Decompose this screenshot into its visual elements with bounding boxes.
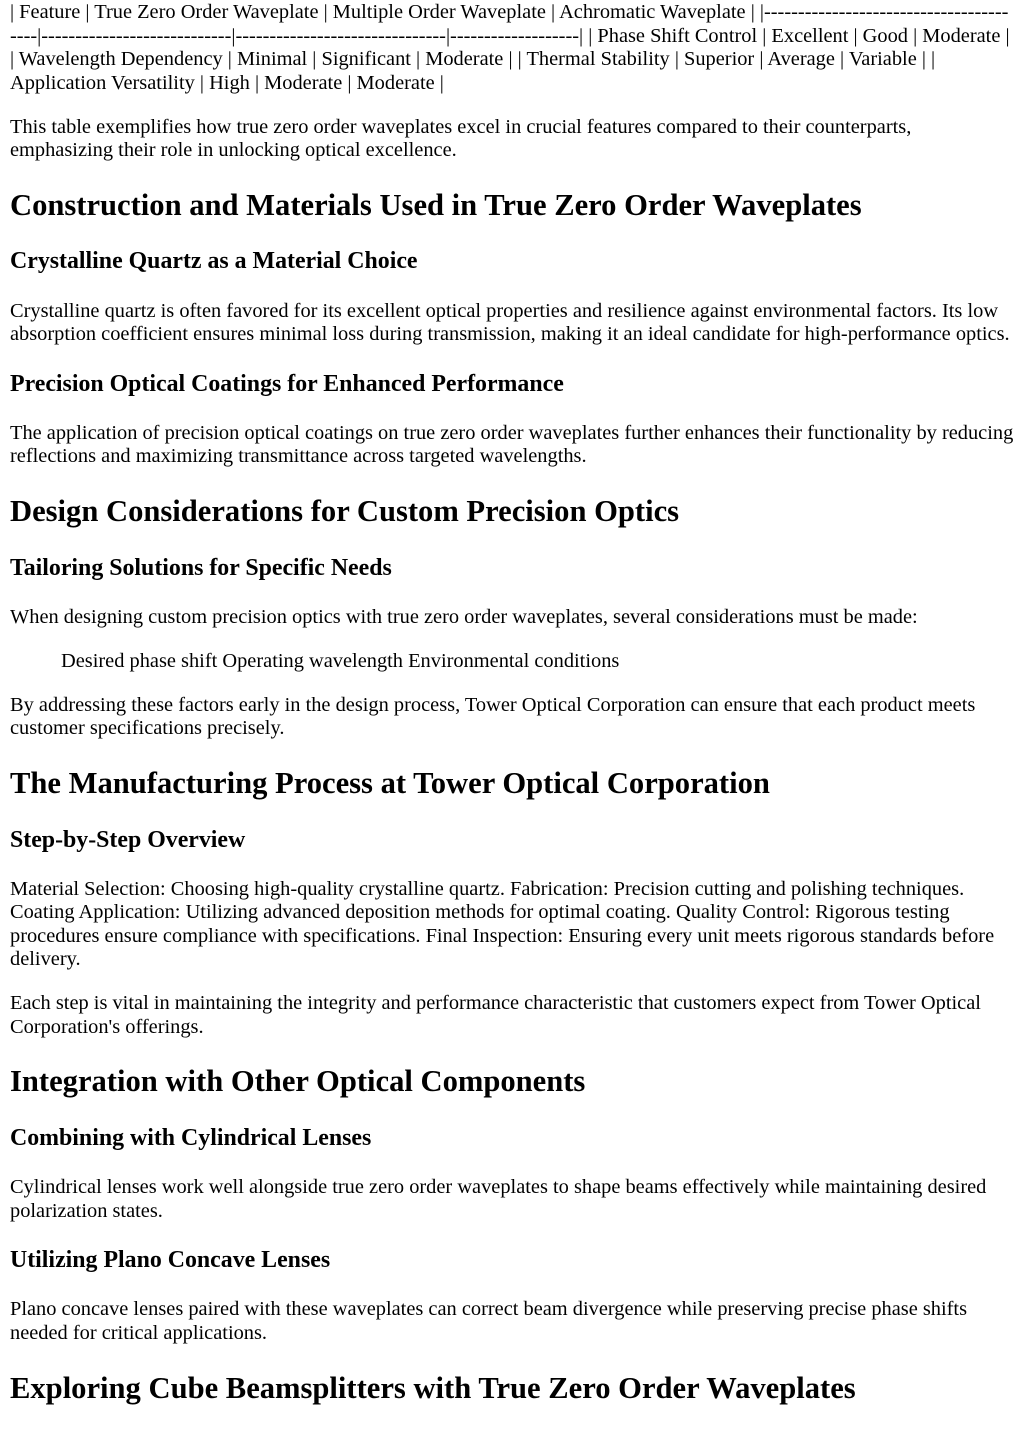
subheading-precision-optical-coatings: Precision Optical Coatings for Enhanced Performance: [10, 370, 564, 397]
blockquote-design-factors: Desired phase shift Operating wavelength Environmental conditions: [61, 649, 620, 672]
paragraph-precision-coatings: The application of precision optical coatings on true zero order waveplates further enhances their functionality by reducing reflections and maximizing transmittance across targeted wavelengths.: [10, 421, 1014, 468]
document-body: [10, 1, 1014, 1405]
table-summary-paragraph: This table exemplifies how true zero order waveplates excel in crucial features compared to their counterparts, emphasizing their role in unlocking optical excellence.: [10, 115, 912, 162]
paragraph-each-step-vital: Each step is vital in maintaining the integrity and performance characteristic that customers expect from Tower Optical Corporation's offerings.: [10, 992, 981, 1038]
subheading-tailoring-solutions: Tailoring Solutions for Specific Needs: [10, 554, 392, 581]
paragraph-manufacturing-steps: Material Selection: Choosing high-quality crystalline quartz. Fabrication: Precision cutting and polishing techniques. Coating Application: Utilizing advanced deposition methods for optimal coating. Quality Control: Rigorous testing procedures ensure compliance with specifications. Final Inspection: Ensuring every unit meets rigorous standards before delivery.: [10, 877, 995, 971]
heading-manufacturing-process: The Manufacturing Process at Tower Optical Corporation: [10, 766, 770, 800]
subheading-crystalline-quartz: Crystalline Quartz as a Material Choice: [10, 248, 418, 275]
paragraph-design-considerations: When designing custom precision optics with true zero order waveplates, several considerations must be made:: [10, 606, 918, 629]
paragraph-addressing-factors: By addressing these factors early in the design process, Tower Optical Corporation can ensure that each product meets customer specifications precisely.: [10, 693, 976, 740]
heading-integration-components: Integration with Other Optical Components: [10, 1064, 586, 1099]
paragraph-crystalline-quartz: Crystalline quartz is often favored for its excellent optical properties and resilience against environmental factors. Its low absorption coefficient ensures minimal loss during transmission, making it an ideal candidate for high-performance optics.: [10, 299, 1010, 346]
paragraph-cylindrical-lenses: Cylindrical lenses work well alongside true zero order waveplates to shape beams effectively while maintaining desired polarization states.: [10, 1176, 987, 1222]
heading-construction-and-materials: Construction and Materials Used in True Zero Order Waveplates: [10, 187, 862, 222]
paragraph-plano-concave-lenses: Plano concave lenses paired with these waveplates can correct beam divergence while preserving precise phase shifts needed for critical applications.: [10, 1298, 968, 1344]
subheading-plano-concave-lenses: Utilizing Plano Concave Lenses: [10, 1247, 331, 1274]
heading-cube-beamsplitters: Exploring Cube Beamsplitters with True Zero Order Waveplates: [10, 1370, 856, 1405]
heading-design-considerations: Design Considerations for Custom Precision Optics: [10, 494, 680, 529]
subheading-cylindrical-lenses: Combining with Cylindrical Lenses: [10, 1124, 372, 1151]
raw-markdown-table-text: | Feature | True Zero Order Waveplate | Multiple Order Waveplate | Achromatic Waveplate | |----------------------------------------|----------------------------|-------------------------------|-------------------| | Phase Shift Control | Excellent | Good | Moderate | | Wavelength Dependency | Minimal | Significant | Moderate | | Thermal Stability | Superior | Average | Variable | | Application Versatility | High | Moderate | Moderate |: [10, 1, 1010, 94]
subheading-step-by-step-overview: Step-by-Step Overview: [10, 826, 246, 853]
